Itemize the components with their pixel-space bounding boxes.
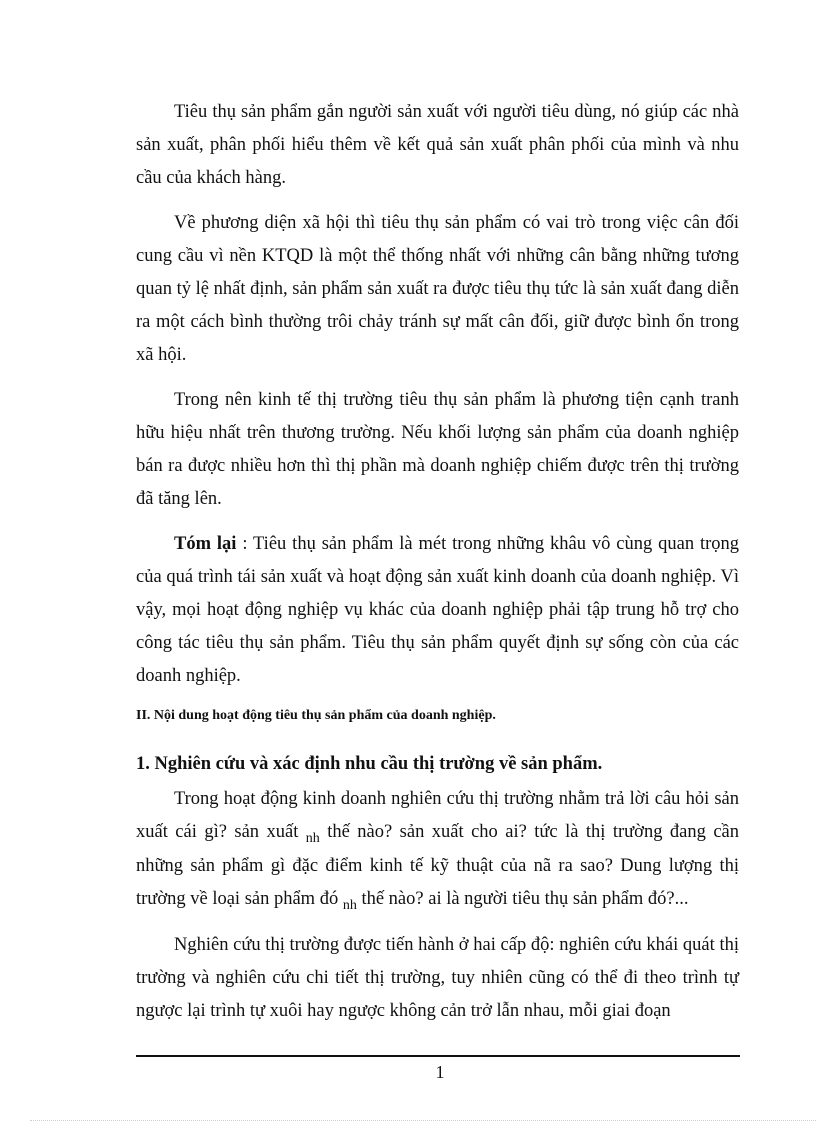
page-number: 1	[435, 1062, 445, 1082]
paragraph-4	[136, 528, 739, 693]
paragraph-4-body: : Tiêu thụ sản phẩm là mét trong những khâu vô cùng quan trọng của quá trình tái sản xuất và hoạt động sản xuất kinh doanh của doanh nghiệp. Vì vậy, mọi hoạt động nghiệp vụ khác của doanh nghiệp phải tập trung hỗ trợ cho công tác tiêu thụ sản phẩm. Tiêu thụ sản phẩm quyết định sự sống còn của các doanh nghiệp.	[136, 534, 740, 686]
paragraph-5-subscript-2: nh	[342, 898, 357, 913]
subsection-heading-1: 1. Nghiên cứu và xác định nhu cầu thị trường về sản phẩm.	[136, 754, 603, 774]
page-edge-divider	[30, 1120, 816, 1121]
paragraph-5-subscript-1: nh	[305, 831, 320, 846]
paragraph-3: Trong nên kinh tế thị trường tiêu thụ sản phẩm là phương tiện cạnh tranh hữu hiệu nhất trên thương trường. Nếu khối lượng sản phẩm của doanh nghiệp bán ra được nhiều hơn thì thị phần mà doanh nghiệp chiếm được trên thị trường đã tăng lên.	[136, 390, 739, 509]
paragraph-5	[136, 783, 739, 917]
paragraph-5-part-a: Trong hoạt động kinh doanh nghiên cứu thị trường nhằm trả lời câu hỏi sản xuất cái gì? sản xuất	[136, 789, 739, 842]
body-text	[136, 96, 739, 1040]
paragraph-4-lead: Tóm lại	[174, 534, 237, 554]
paragraph-6: Nghiên cứu thị trường được tiến hành ở hai cấp độ: nghiên cứu khái quát thị trường và nghiên cứu chi tiết thị trường, tuy nhiên cũng có thể đi theo trình tự ngược lại trình tự xuôi hay ngược không cản trở lẫn nhau, mỗi giai đoạn	[136, 935, 739, 1021]
paragraph-5-part-b: thế nào? sản xuất cho ai? tức là thị trường đang cần những sản phẩm gì đặc điểm kinh tế kỹ thuật của nã ra sao? Dung lượng thị trường về loại sản phẩm đó	[136, 822, 739, 909]
paragraph-5-part-c: thế nào? ai là người tiêu thụ sản phẩm đó?...	[356, 889, 689, 909]
paragraph-1: Tiêu thụ sản phẩm gắn người sản xuất với người tiêu dùng, nó giúp các nhà sản xuất, phân phối hiểu thêm về kết quả sản xuất phân phối của mình và nhu cầu của khách hàng.	[136, 102, 739, 188]
section-heading-ii: II. Nội dung hoạt động tiêu thụ sản phẩm của doanh nghiệp.	[136, 708, 496, 723]
paragraph-2: Về phương diện xã hội thì tiêu thụ sản phẩm có vai trò trong việc cân đối cung cầu vì nền KTQD là một thể thống nhất với những cân bằng những tương quan tỷ lệ nhất định, sản phẩm sản xuất ra được tiêu thụ tức là sản xuất đang diễn ra một cách bình thường trôi chảy tránh sự mất cân đối, giữ được bình ổn trong xã hội.	[136, 213, 739, 365]
footer-rule	[136, 1055, 740, 1057]
